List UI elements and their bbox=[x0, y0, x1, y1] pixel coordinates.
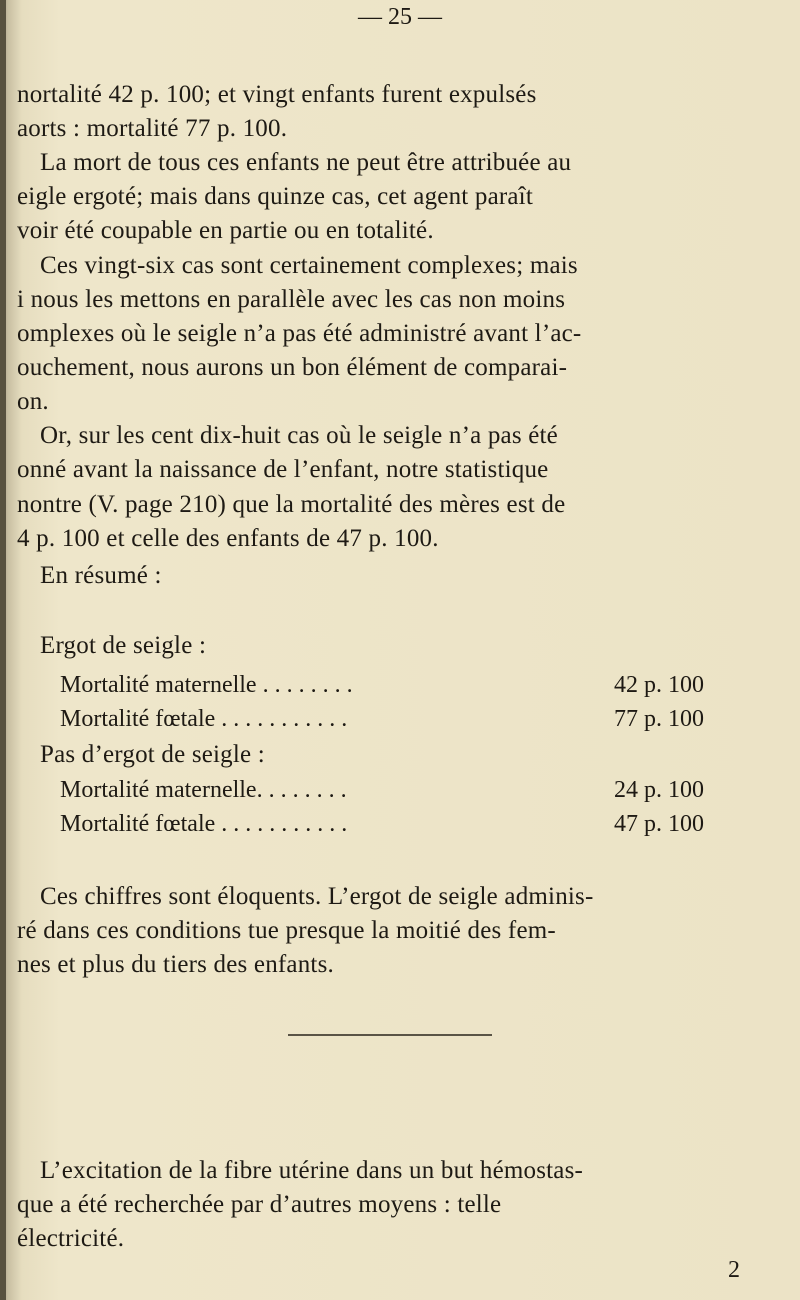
summary-label: Mortalité maternelle. . . . . . . . bbox=[60, 777, 347, 803]
text-line: Or, sur les cent dix-huit cas où le seigle n’a pas été bbox=[40, 422, 558, 449]
summary-value: 77 p. 100 bbox=[614, 706, 704, 732]
page-header: — 25 — bbox=[358, 4, 442, 30]
section-divider bbox=[288, 1034, 492, 1036]
summary-value: 47 p. 100 bbox=[614, 811, 704, 837]
summary-label: Mortalité maternelle . . . . . . . . bbox=[60, 672, 353, 698]
summary-intro: En résumé : bbox=[40, 562, 162, 589]
text-line: électricité. bbox=[17, 1225, 125, 1252]
text-line: eigle ergoté; mais dans quinze cas, cet agent paraît bbox=[17, 183, 533, 210]
text-line: nontre (V. page 210) que la mortalité des mères est de bbox=[17, 491, 566, 518]
text-line: L’excitation de la fibre utérine dans un but hémostas- bbox=[40, 1157, 584, 1184]
summary-label: Mortalité fœtale . . . . . . . . . . . bbox=[60, 706, 348, 732]
text-line: La mort de tous ces enfants ne peut être attribuée au bbox=[40, 149, 572, 176]
text-line: que a été recherchée par d’autres moyens : telle bbox=[17, 1191, 502, 1218]
summary-value: 24 p. 100 bbox=[614, 777, 704, 803]
text-line: nortalité 42 p. 100; et vingt enfants furent expulsés bbox=[17, 81, 537, 108]
text-line: voir été coupable en partie ou en totalité. bbox=[17, 217, 434, 244]
text-line: i nous les mettons en parallèle avec les cas non moins bbox=[17, 286, 566, 313]
summary-label: Mortalité fœtale . . . . . . . . . . . bbox=[60, 811, 348, 837]
text-line: 4 p. 100 et celle des enfants de 47 p. 100. bbox=[17, 525, 439, 552]
text-line: aorts : mortalité 77 p. 100. bbox=[17, 115, 288, 142]
signature-mark: 2 bbox=[728, 1257, 740, 1283]
text-line: Ces chiffres sont éloquents. L’ergot de seigle adminis- bbox=[40, 883, 594, 910]
summary-group-title: Ergot de seigle : bbox=[40, 632, 207, 659]
summary-value: 42 p. 100 bbox=[614, 672, 704, 698]
text-line: ré dans ces conditions tue presque la moitié des fem- bbox=[17, 917, 556, 944]
text-line: nes et plus du tiers des enfants. bbox=[17, 951, 334, 978]
text-line: onné avant la naissance de l’enfant, notre statistique bbox=[17, 456, 549, 483]
book-spine-edge bbox=[0, 0, 6, 1300]
text-line: on. bbox=[17, 388, 49, 415]
text-line: omplexes où le seigle n’a pas été administré avant l’ac- bbox=[17, 320, 582, 347]
text-line: Ces vingt-six cas sont certainement complexes; mais bbox=[40, 252, 578, 279]
text-line: ouchement, nous aurons un bon élément de comparai- bbox=[17, 354, 568, 381]
summary-group-title: Pas d’ergot de seigle : bbox=[40, 741, 265, 768]
